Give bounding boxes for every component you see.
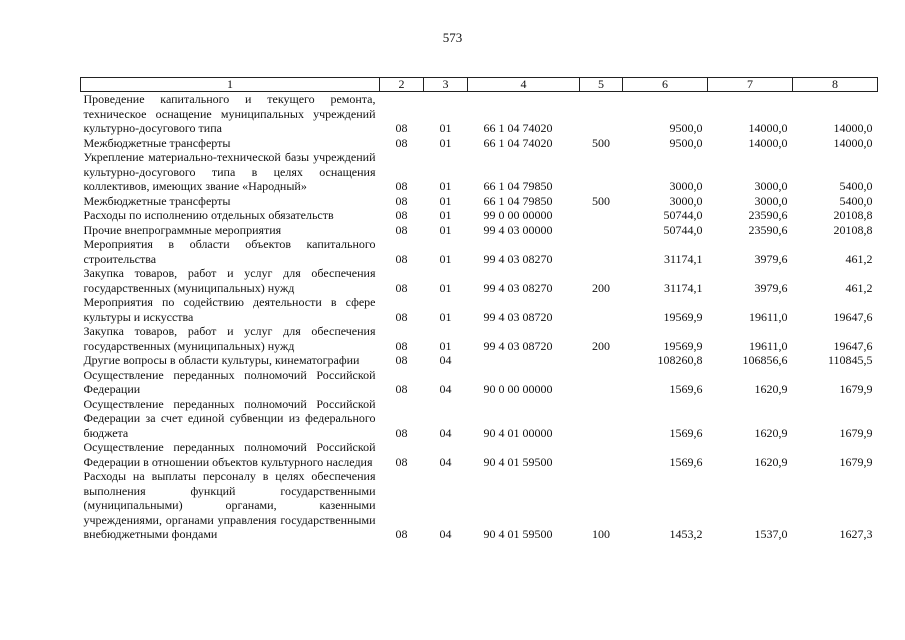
row-amount-col8: 461,2 [845,280,873,295]
row-subsection-code: 01 [439,121,452,135]
row-subsection-code: 01 [439,222,452,237]
row-amount-col7: 19611,0 [748,338,788,353]
row-subsection-code: 01 [439,208,452,222]
row-amount-col8: 5400,0 [839,179,873,193]
row-amount-col7: 1620,9 [754,454,788,469]
row-section-code: 08 [395,280,408,295]
row-amount-col6: 50744,0 [663,222,703,237]
header-cell: 3 [424,78,468,92]
header-row [81,78,878,92]
row-amount-col7: 3000,0 [754,193,788,208]
row-amount-col7: 23590,6 [748,208,788,222]
row-section-code: 08 [395,425,408,440]
row-amount-col7: 1620,9 [754,425,788,440]
row-expense-type [580,440,623,469]
row-amount-col6: 19569,9 [663,338,703,353]
row-subsection-code: 04 [439,454,452,469]
header-cell: 1 [81,78,380,92]
row-section-code: 08 [395,309,408,324]
row-amount-col6: 50744,0 [663,208,703,222]
row-target-article: 99 4 03 08720 [483,338,553,353]
row-amount-col6: 1569,6 [669,382,703,396]
row-subsection-code: 01 [439,135,452,150]
table-row [81,469,878,542]
row-amount-col8: 1679,9 [839,425,873,440]
row-name: Мероприятия в области объектов капитального строительства [83,237,376,266]
row-amount-col8: 19647,6 [833,338,873,353]
row-expense-type [580,368,623,397]
row-expense-type: 200 [592,338,610,353]
row-expense-type [580,150,623,194]
row-amount-col6: 9500,0 [669,121,703,135]
row-subsection-code: 01 [439,179,452,193]
row-amount-col6: 3000,0 [669,179,703,193]
table-header [81,78,878,92]
row-expense-type [580,353,623,368]
header-cell: 7 [708,78,793,92]
row-section-code: 08 [395,193,408,208]
row-amount-col6: 1569,6 [669,454,703,469]
row-target-article: 66 1 04 79850 [483,179,553,193]
row-section-code: 08 [395,121,408,135]
row-amount-col8: 19647,6 [833,309,873,324]
row-name: Межбюджетные трансферты [83,193,231,208]
row-amount-col6: 31174,1 [663,251,703,266]
table-row [81,237,878,266]
row-amount-col7: 106856,6 [742,353,788,367]
row-target-article: 90 0 00 00000 [483,382,553,396]
row-amount-col6: 1569,6 [669,425,703,440]
row-amount-col8: 14000,0 [833,135,873,150]
row-section-code: 08 [395,527,408,541]
row-amount-col8: 1679,9 [839,382,873,396]
row-amount-col7: 14000,0 [748,135,788,150]
table-row [81,353,878,368]
table-row [81,92,878,136]
row-target-article: 99 4 03 08720 [483,309,553,324]
row-section-code: 08 [395,135,408,150]
row-section-code: 08 [395,454,408,469]
row-name: Осуществление переданных полномочий Российской Федерации за счет единой субвенции из федерального бюджета [83,396,376,440]
row-name: Проведение капитального и текущего ремонта, техническое оснащение муниципальных учреждений культурно-досугового типа [83,92,376,135]
row-amount-col8: 20108,8 [833,222,873,237]
row-amount-col8: 1679,9 [839,454,873,469]
row-subsection-code: 04 [439,353,452,367]
budget-table [80,77,878,542]
row-amount-col6: 19569,9 [663,309,703,324]
row-section-code: 08 [395,222,408,237]
row-name: Расходы по исполнению отдельных обязательств [83,208,334,222]
header-cell: 2 [380,78,424,92]
row-name: Другие вопросы в области культуры, кинематографии [83,353,360,367]
row-section-code: 08 [395,251,408,266]
row-section-code: 08 [395,338,408,353]
row-section-code: 08 [395,179,408,193]
row-name: Расходы на выплаты персоналу в целях обеспечения выполнения функций государственными (муниципальными) органами, казенными учреждениями, органами управления государственными внебюджетными фондами [83,469,376,541]
row-section-code: 08 [395,353,408,367]
table-row [81,150,878,194]
row-target-article: 66 1 04 74020 [483,135,553,150]
row-amount-col7: 3000,0 [754,179,788,193]
header-cell: 6 [623,78,708,92]
row-expense-type: 200 [592,280,610,295]
row-expense-type [580,295,623,324]
row-name: Укрепление материально-технической базы учреждений культурно-досугового типа в целях оснащения коллективов, имеющих звание «Народный» [83,150,376,193]
row-section-code: 08 [395,382,408,396]
table-row [81,440,878,469]
row-target-article: 90 4 01 59500 [483,454,553,469]
row-amount-col6: 1453,2 [669,527,703,541]
table-row [81,223,878,238]
row-name: Осуществление переданных полномочий Российской Федерации [83,367,376,396]
row-amount-col8: 110845,5 [827,353,873,367]
row-subsection-code: 01 [439,309,452,324]
row-subsection-code: 04 [439,382,452,396]
row-target-article: 99 4 03 08270 [483,280,553,295]
row-amount-col7: 19611,0 [748,309,788,324]
row-target-article: 90 4 01 59500 [483,527,553,541]
page-number: 573 [442,30,463,45]
row-subsection-code: 01 [439,193,452,208]
row-subsection-code: 01 [439,251,452,266]
row-amount-col7: 3979,6 [754,280,788,295]
row-expense-type [580,92,623,136]
row-amount-col6: 3000,0 [669,193,703,208]
row-target-article: 99 0 00 00000 [483,208,553,222]
table-row [81,368,878,397]
row-section-code: 08 [395,208,408,222]
table-row [81,194,878,209]
header-cell: 5 [580,78,623,92]
row-amount-col6: 108260,8 [657,353,703,367]
row-amount-col7: 3979,6 [754,251,788,266]
row-amount-col7: 1620,9 [754,382,788,396]
table-row [81,397,878,441]
row-target-article [468,353,580,368]
table-row [81,295,878,324]
row-amount-col6: 31174,1 [663,280,703,295]
row-expense-type [580,223,623,238]
row-name: Закупка товаров, работ и услуг для обеспечения государственных (муниципальных) нужд [83,266,376,295]
row-subsection-code: 01 [439,280,452,295]
row-amount-col8: 20108,8 [833,208,873,222]
row-amount-col7: 1537,0 [754,527,788,541]
row-expense-type [580,208,623,223]
row-amount-col8: 1627,3 [839,527,873,541]
table-row [81,266,878,295]
row-amount-col6: 9500,0 [669,135,703,150]
header-cell: 4 [468,78,580,92]
row-name: Осуществление переданных полномочий Российской Федерации в отношении объектов культурного наследия [83,440,376,469]
table-row [81,208,878,223]
row-expense-type [580,397,623,441]
row-amount-col7: 14000,0 [748,121,788,135]
header-cell: 8 [793,78,878,92]
row-subsection-code: 04 [439,527,452,541]
row-amount-col7: 23590,6 [748,222,788,237]
row-expense-type: 500 [592,193,610,208]
row-target-article: 90 4 01 00000 [483,425,553,440]
table-row [81,324,878,353]
row-target-article: 66 1 04 79850 [483,193,553,208]
table-body [81,92,878,542]
row-name: Прочие внепрограммные мероприятия [83,222,282,237]
row-name: Межбюджетные трансферты [83,135,231,150]
row-target-article: 66 1 04 74020 [483,121,553,135]
row-amount-col8: 14000,0 [833,121,873,135]
row-subsection-code: 01 [439,338,452,353]
row-expense-type: 500 [592,135,610,150]
row-name: Закупка товаров, работ и услуг для обеспечения государственных (муниципальных) нужд [83,324,376,353]
row-target-article: 99 4 03 08270 [483,251,553,266]
row-name: Мероприятия по содействию деятельности в сфере культуры и искусства [83,295,376,324]
row-expense-type [580,237,623,266]
row-expense-type: 100 [592,527,610,541]
row-amount-col8: 5400,0 [839,193,873,208]
row-subsection-code: 04 [439,425,452,440]
row-target-article: 99 4 03 00000 [483,222,553,237]
table-row [81,136,878,151]
row-amount-col8: 461,2 [845,251,873,266]
